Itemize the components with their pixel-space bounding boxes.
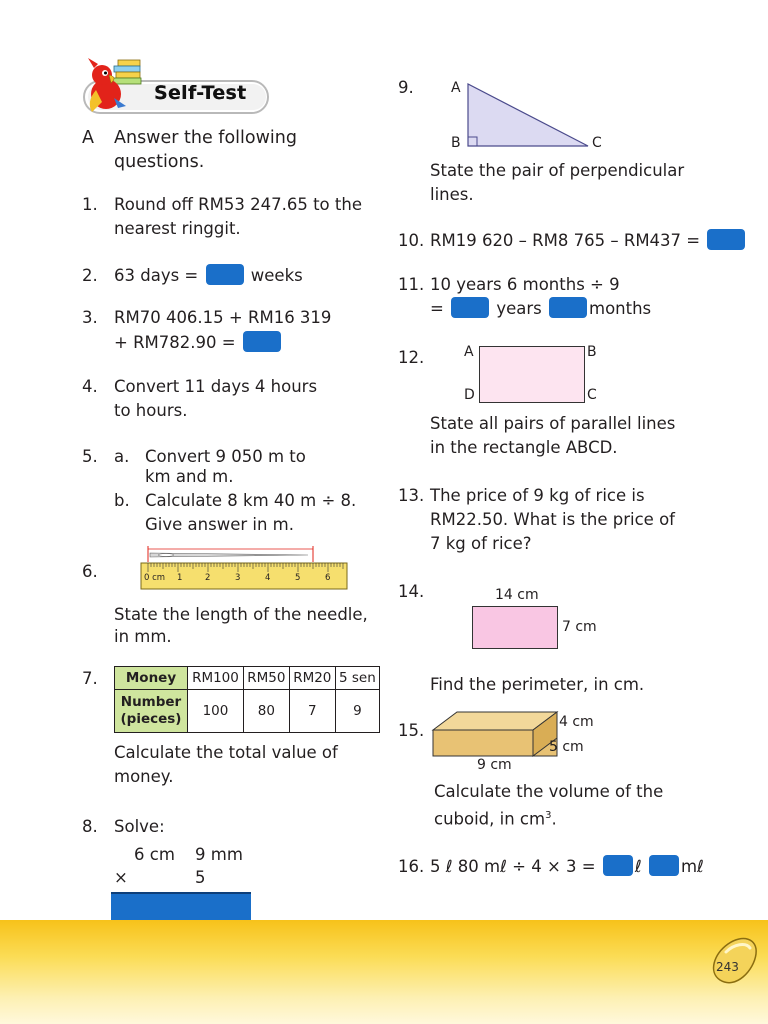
- q16-litre-box[interactable]: [603, 855, 633, 876]
- q4-line1: Convert 11 days 4 hours: [114, 377, 318, 396]
- q2-text-b: weeks: [250, 266, 303, 285]
- q11-number: 11.: [398, 275, 425, 294]
- q7-number: 7.: [82, 669, 98, 688]
- section-letter: A: [82, 128, 94, 148]
- q1-line2: nearest ringgit.: [114, 219, 241, 238]
- q4-line2: to hours.: [114, 401, 188, 420]
- ruler-label-0: 0 cm: [144, 573, 166, 583]
- q5b-line1: Calculate 8 km 40 m ÷ 8.: [145, 491, 357, 510]
- q16-text: [430, 855, 704, 879]
- number-pieces-header: [115, 690, 188, 733]
- section-heading-line2: questions.: [114, 152, 205, 172]
- q15-line2: [434, 804, 557, 832]
- q11-years-box[interactable]: [451, 297, 489, 318]
- ruler-label-4: 4: [265, 573, 271, 583]
- ruler-label-1: 1: [177, 573, 183, 583]
- ruler-label-5: 5: [295, 573, 301, 583]
- q13-line1: The price of 9 kg of rice is: [430, 486, 645, 505]
- q2-number: 2.: [82, 266, 98, 285]
- self-test-header: [78, 50, 278, 120]
- q12-line2: in the rectangle ABCD.: [430, 438, 618, 457]
- q5a-line2: km and m.: [145, 467, 234, 486]
- q7-line2: money.: [114, 767, 174, 786]
- q8-multiplier: 5: [195, 868, 206, 887]
- cuboid: [430, 708, 560, 760]
- number-header-line1: Number: [120, 694, 182, 710]
- money-table: [114, 666, 380, 733]
- triangle-label-c: C: [592, 135, 602, 151]
- page-number: 243: [716, 960, 739, 974]
- money-table-cell: 7: [289, 690, 335, 733]
- q3-line2: [114, 331, 283, 355]
- q16-ml-unit: mℓ: [680, 857, 704, 876]
- q11-equals: =: [430, 299, 444, 318]
- rect-label-a: A: [464, 344, 474, 360]
- q15-period: .: [551, 809, 557, 829]
- q10-answer-box[interactable]: [707, 229, 745, 250]
- q7-line1: Calculate the total value of: [114, 743, 338, 762]
- q6-number: 6.: [82, 562, 98, 581]
- q10-number: 10.: [398, 231, 425, 250]
- q8-line1: Solve:: [114, 817, 165, 836]
- q8-answer-box[interactable]: [111, 892, 251, 920]
- q3-line1: RM70 406.15 + RM16 319: [114, 308, 332, 327]
- ruler-labels: [138, 543, 352, 595]
- cuboid-width-label: 9 cm: [477, 757, 512, 773]
- q5b-line2: Give answer in m.: [145, 515, 294, 534]
- q1-number: 1.: [82, 195, 98, 214]
- q6-line1: State the length of the needle,: [114, 605, 368, 624]
- ruler-label-6: 6: [325, 573, 331, 583]
- q14-height-label: 7 cm: [562, 619, 597, 635]
- triangle-label-b: B: [451, 135, 461, 151]
- q12-line1: State all pairs of parallel lines: [430, 414, 676, 433]
- rect-label-d: D: [464, 387, 475, 403]
- q11-months-label: months: [589, 299, 652, 318]
- q2-text: [114, 264, 303, 288]
- q6-line2: in mm.: [114, 627, 172, 646]
- q5a-label: a.: [114, 447, 130, 466]
- q8-number: 8.: [82, 817, 98, 836]
- q10-text: [430, 229, 747, 253]
- ruler-label-3: 3: [235, 573, 241, 583]
- money-table-cell: 80: [243, 690, 289, 733]
- q4-number: 4.: [82, 377, 98, 396]
- q1-line1: Round off RM53 247.65 to the: [114, 195, 362, 214]
- money-table-cell: 9: [335, 690, 379, 733]
- q10-expression: RM19 620 – RM8 765 – RM437 =: [430, 231, 701, 250]
- triangle-label-a: A: [451, 80, 461, 96]
- q11-line1: 10 years 6 months ÷ 9: [430, 275, 620, 294]
- footer-band: [0, 920, 768, 1024]
- q11-line2: [430, 297, 651, 321]
- q8-operator: ×: [114, 868, 128, 887]
- q16-ml-box[interactable]: [649, 855, 679, 876]
- q2-answer-box[interactable]: [206, 264, 244, 285]
- cuboid-height-label: 4 cm: [559, 714, 594, 730]
- q2-text-a: 63 days =: [114, 266, 199, 285]
- money-table-cell: 5 sen: [335, 667, 379, 690]
- money-table-cell: RM100: [188, 667, 244, 690]
- section-heading-line1: Answer the following: [114, 128, 297, 148]
- money-table-cell: 100: [188, 690, 244, 733]
- rect-label-c: C: [587, 387, 597, 403]
- money-table-cell: RM20: [289, 667, 335, 690]
- q13-line3: 7 kg of rice?: [430, 534, 532, 553]
- q5a-line1: Convert 9 050 m to: [145, 447, 306, 466]
- ruler-label-2: 2: [205, 573, 211, 583]
- self-test-title: Self-Test: [154, 82, 247, 104]
- q5b-label: b.: [114, 491, 130, 510]
- q8-cm: 6 cm: [134, 845, 175, 864]
- right-triangle-abc: [440, 76, 610, 156]
- q16-litre-unit: ℓ: [634, 857, 642, 876]
- q14-line1: Find the perimeter, in cm.: [430, 675, 645, 694]
- q14-number: 14.: [398, 582, 425, 601]
- q16-number: 16.: [398, 857, 425, 876]
- q3-answer-box[interactable]: [243, 331, 281, 352]
- q13-line2: RM22.50. What is the price of: [430, 510, 675, 529]
- q9-line2: lines.: [430, 185, 474, 204]
- q12-number: 12.: [398, 348, 425, 367]
- rect-label-b: B: [587, 344, 597, 360]
- q11-years-label: years: [496, 299, 542, 318]
- q11-months-box[interactable]: [549, 297, 587, 318]
- rectangle-abcd: [479, 346, 585, 403]
- money-table-row: [115, 667, 380, 690]
- q15-number: 15.: [398, 721, 425, 740]
- q14-rectangle: [472, 606, 558, 649]
- q16-expression: 5 ℓ 80 mℓ ÷ 4 × 3 =: [430, 857, 596, 876]
- q8-mm: 9 mm: [195, 845, 243, 864]
- q15-superscript: 3: [545, 810, 552, 821]
- q3-number: 3.: [82, 308, 98, 327]
- q15-line1: Calculate the volume of the: [434, 782, 664, 801]
- q14-width-label: 14 cm: [495, 587, 539, 603]
- number-header-line2: (pieces): [120, 711, 182, 727]
- q5-number: 5.: [82, 447, 98, 466]
- q15-line2-text: cuboid, in cm: [434, 809, 546, 829]
- q3-line2-text: + RM782.90 =: [114, 333, 236, 352]
- q9-line1: State the pair of perpendicular: [430, 161, 685, 180]
- money-table-cell: RM50: [243, 667, 289, 690]
- money-table-row: [115, 690, 380, 733]
- cuboid-depth-label: 5 cm: [549, 739, 584, 755]
- money-table-header: Money: [115, 667, 188, 690]
- q13-number: 13.: [398, 486, 425, 505]
- q9-number: 9.: [398, 78, 414, 97]
